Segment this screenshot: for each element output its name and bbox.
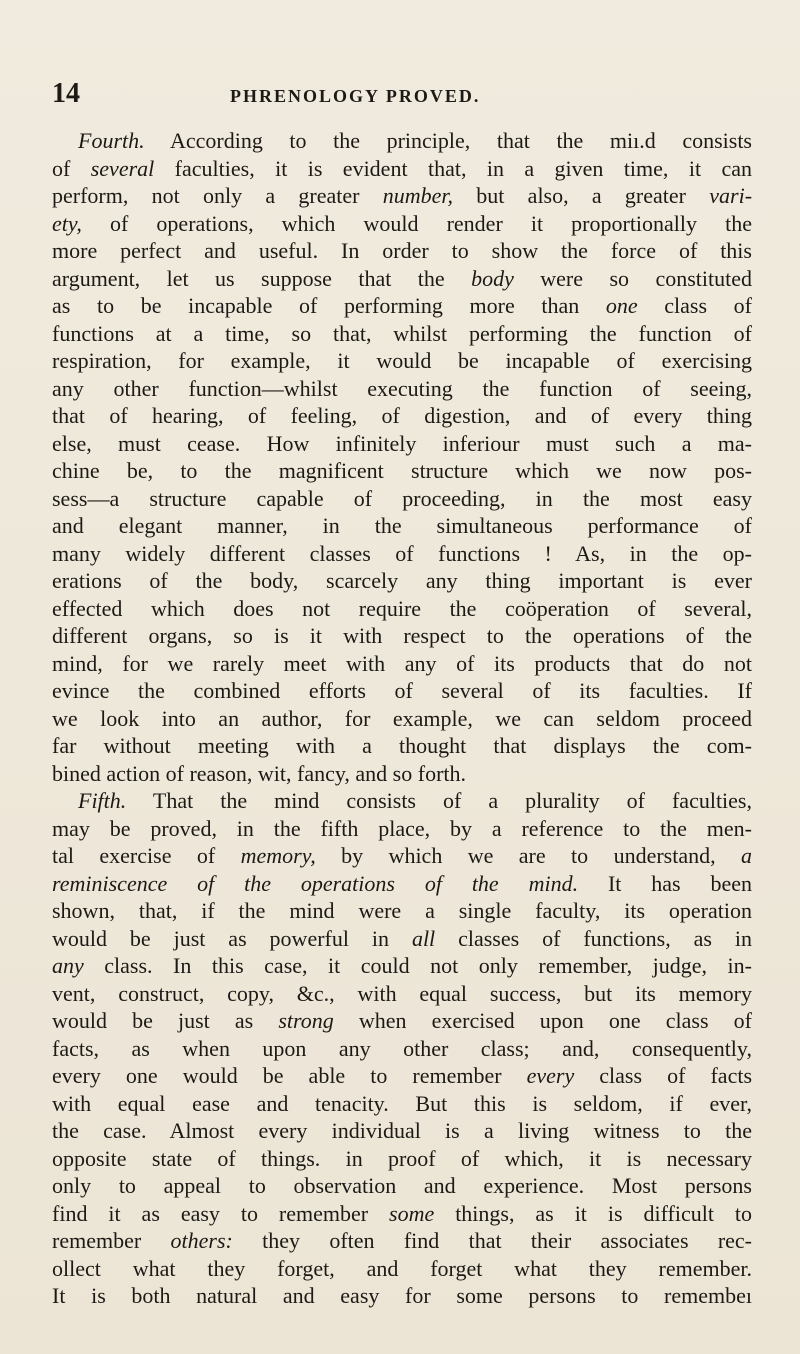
text-run: any other function—whilst executing the function of seeing, (52, 375, 752, 401)
text-run: many widely different classes of functions ! As, in the op- (52, 540, 752, 566)
text-run: vent, construct, copy, &c., with equal success, but its memory (52, 980, 752, 1006)
text-line (52, 375, 752, 403)
page-header (52, 78, 752, 108)
text-run: more perfect and useful. In order to show the force of this (52, 238, 752, 263)
text-run: only to appeal to observation and experience. Most persons (52, 1173, 752, 1198)
text-line (52, 1255, 752, 1283)
italic-text: any (52, 953, 84, 978)
text-run: when exercised upon one class of (333, 1008, 752, 1033)
text-run: of operations, which would render it proportionally the (81, 210, 752, 236)
italic-text: some (389, 1200, 435, 1226)
text-line (52, 1007, 752, 1035)
page-number: 14 (52, 78, 80, 109)
text-run: class of (637, 293, 752, 318)
body-text (52, 127, 752, 1310)
text-line (52, 1117, 752, 1145)
italic-text: number, (382, 183, 454, 208)
text-run: classes of functions, as in (435, 925, 752, 951)
text-run: faculties, it is evident that, in a given time, it can (154, 155, 752, 181)
text-run: every one would be able to remember (52, 1063, 527, 1088)
text-run: According to the principle, that the miı.d consists (144, 128, 752, 153)
text-line (52, 732, 752, 760)
text-line (52, 622, 752, 650)
text-run: chine be, to the magnificent structure which we now pos- (52, 458, 752, 483)
text-run: evince the combined efforts of several of its faculties. If (52, 678, 752, 703)
italic-text: others: (170, 1228, 233, 1253)
text-run: class. In this case, it could not only remember, judge, in- (83, 953, 752, 978)
text-run: effected which does not require the coöperation of several, (52, 595, 752, 621)
text-line (52, 1090, 752, 1118)
italic-text: all (411, 925, 436, 951)
text-line (52, 952, 752, 980)
italic-text: strong (278, 1008, 334, 1033)
text-line (52, 815, 752, 843)
italic-text: Fourth. (78, 128, 145, 153)
text-line (52, 430, 752, 458)
text-line (52, 1282, 752, 1310)
text-line (52, 485, 752, 513)
text-run: bined action of reason, wit, fancy, and so forth. (52, 760, 467, 786)
text-line (52, 787, 752, 815)
text-run: would be just as powerful in (52, 925, 412, 951)
text-line (52, 705, 752, 733)
text-run: shown, that, if the mind were a single faculty, its operation (52, 898, 752, 923)
text-run: class of facts (574, 1063, 752, 1088)
text-run: respiration, for example, it would be incapable of exercising (52, 348, 752, 373)
text-run: functions at a time, so that, whilst performing the function of (52, 320, 752, 346)
text-run: far without meeting with a thought that displays the com- (52, 733, 752, 758)
text-line (52, 540, 752, 568)
text-run: mind, for we rarely meet with any of its products that do not (52, 650, 752, 676)
text-run: with equal ease and tenacity. But this is seldom, if ever, (52, 1090, 752, 1116)
text-line (52, 650, 752, 678)
text-run: find it as easy to remember (52, 1200, 390, 1226)
text-line (52, 347, 752, 375)
text-line (52, 842, 752, 870)
text-line (52, 1172, 752, 1200)
text-run: may be proved, in the fifth place, by a reference to the men- (52, 815, 752, 841)
text-run: opposite state of things. in proof of which, it is necessary (52, 1145, 752, 1171)
text-line (52, 897, 752, 925)
text-run: and elegant manner, in the simultaneous performance of (52, 513, 752, 538)
text-line (52, 1035, 752, 1063)
text-line (52, 925, 752, 953)
text-run: we look into an author, for example, we can seldom proceed (52, 705, 752, 731)
text-run: as to be incapable of performing more than (52, 293, 606, 318)
text-line (52, 760, 752, 788)
text-line (52, 870, 752, 898)
text-run: tal exercise of (52, 843, 241, 868)
running-head: PHRENOLOGY PROVED. (230, 86, 481, 106)
text-line (52, 292, 752, 320)
text-run: were so constituted (513, 265, 752, 291)
text-run: It has been (578, 870, 752, 896)
text-run: of (52, 155, 91, 181)
text-run: argument, let us suppose that the (52, 265, 472, 291)
italic-text: Fifth. (78, 788, 127, 813)
italic-text: memory, (240, 843, 316, 868)
italic-text: a (741, 843, 752, 868)
text-line (52, 155, 752, 183)
text-run: different organs, so is it with respect to the operations of the (52, 623, 752, 648)
text-line (52, 1145, 752, 1173)
text-line (52, 265, 752, 293)
text-run: else, must cease. How infinitely inferiour must such a ma- (52, 430, 752, 456)
text-run: erations of the body, scarcely any thing important is ever (52, 568, 752, 593)
text-run: but also, a greater (453, 183, 710, 208)
text-line (52, 457, 752, 485)
text-run: It is both natural and easy for some persons to remembeı (52, 1283, 752, 1308)
text-run: That the mind consists of a plurality of faculties, (126, 788, 752, 813)
text-run: by which we are to understand, (315, 843, 741, 868)
text-run: facts, as when upon any other class; and, consequently, (52, 1035, 752, 1061)
text-run: things, as it is difficult to (434, 1200, 752, 1226)
italic-text: every (526, 1063, 575, 1088)
italic-text: several (90, 155, 155, 181)
text-line (52, 980, 752, 1008)
text-line (52, 402, 752, 430)
text-run: the case. Almost every individual is a living witness to the (52, 1118, 752, 1143)
text-line (52, 127, 752, 155)
text-run: they often find that their associates rec- (232, 1228, 752, 1253)
text-line (52, 1200, 752, 1228)
text-line (52, 320, 752, 348)
text-run: remember (52, 1228, 171, 1253)
text-run: would be just as (52, 1008, 279, 1033)
text-run: ollect what they forget, and forget what they remember. (52, 1255, 752, 1281)
text-line (52, 237, 752, 265)
italic-text: reminiscence of the operations of the mind. (52, 870, 579, 896)
text-line (52, 512, 752, 540)
text-line (52, 595, 752, 623)
italic-text: body (471, 265, 514, 291)
text-line (52, 1227, 752, 1255)
text-line (52, 567, 752, 595)
text-run: sess—a structure capable of proceeding, in the most easy (52, 485, 752, 511)
italic-text: vari- (709, 183, 752, 208)
text-run: that of hearing, of feeling, of digestion, and of every thing (52, 403, 752, 428)
text-run: perform, not only a greater (52, 183, 383, 208)
italic-text: ety, (52, 210, 82, 236)
text-line (52, 677, 752, 705)
text-line (52, 1062, 752, 1090)
text-line (52, 210, 752, 238)
italic-text: one (605, 293, 638, 318)
text-line (52, 182, 752, 210)
